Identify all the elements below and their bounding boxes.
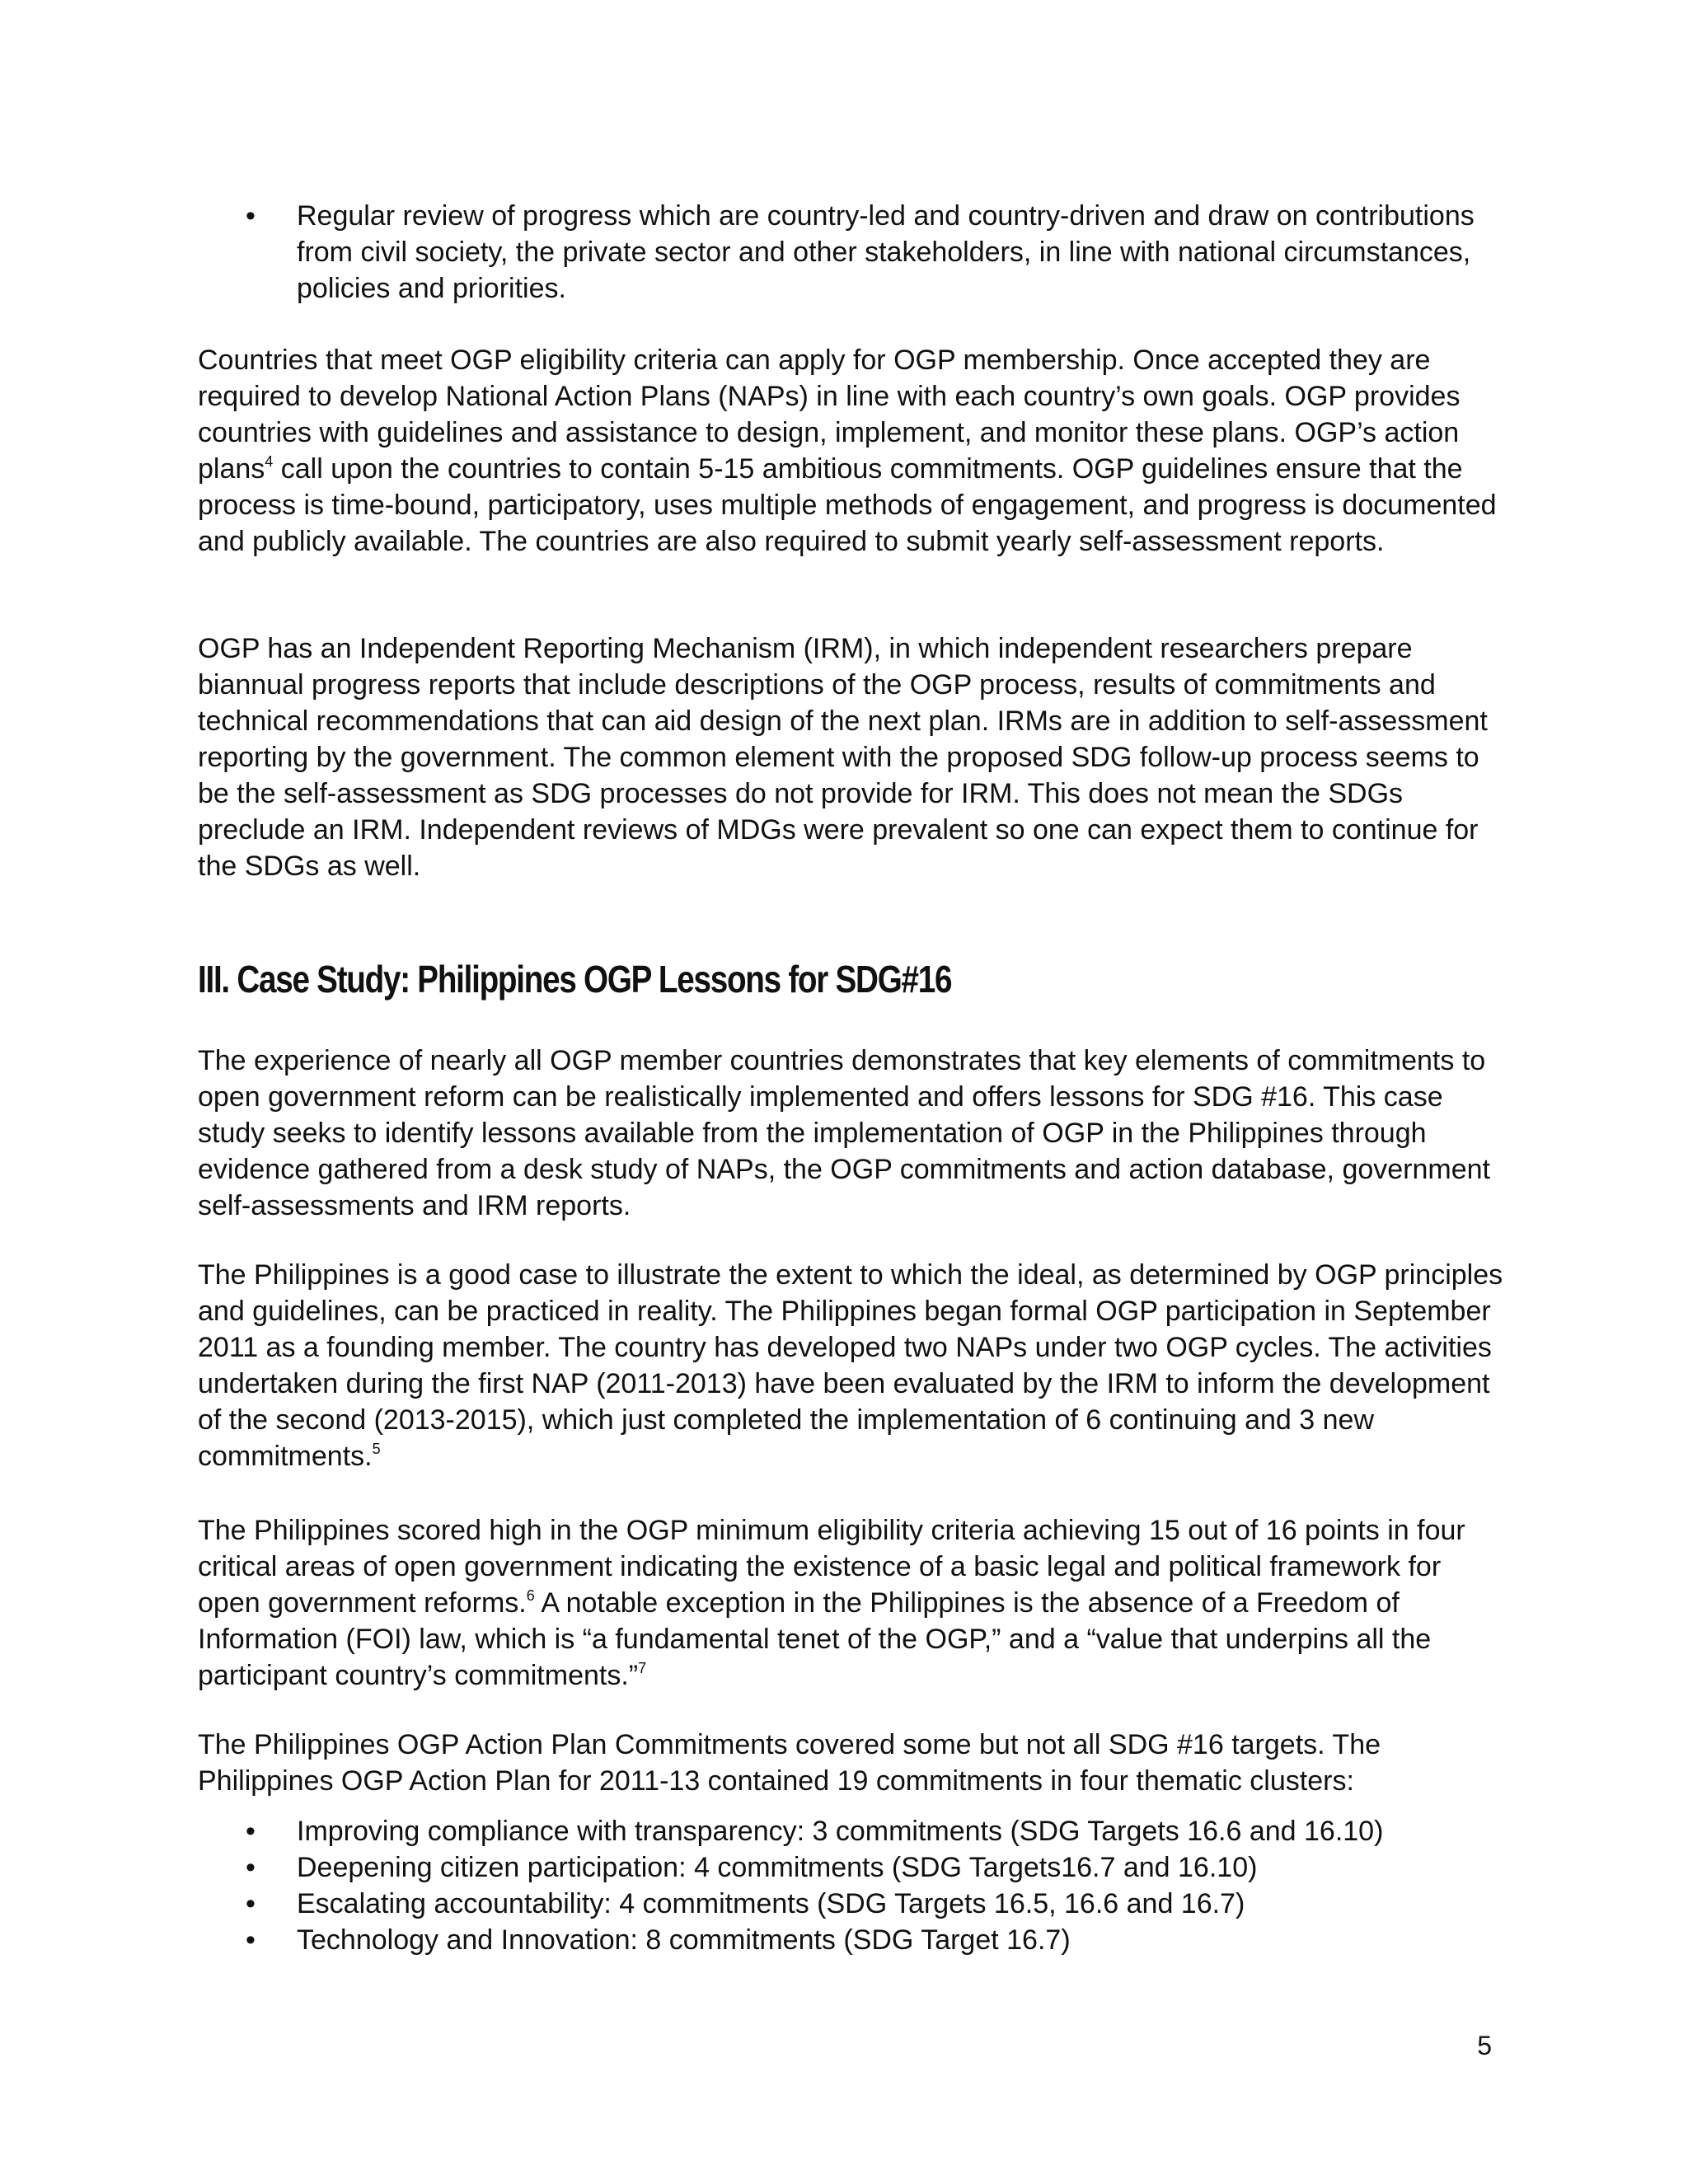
- bullet-text: Regular review of progress which are country-led and country-driven and draw on contributions from civil society, the private sector and other stakeholders, in line with national circumstances, policies and priorities.: [297, 200, 1475, 304]
- bullet-icon: •: [246, 200, 256, 232]
- paragraph-irm: OGP has an Independent Reporting Mechanism (IRM), in which independent researchers prepare biannual progress reports that include descriptions of the OGP process, results of commitments and technical recommendations that can aid design of the next plan. IRMs are in addition to self-assessment reporting by the government. The common element with the proposed SDG follow-up process seems to be the self-assessment as SDG processes do not provide for IRM. This does not mean the SDGs preclude an IRM. Independent reviews of MDGs were prevalent so one can expect them to continue for the SDGs as well.: [198, 633, 1488, 882]
- bullet-icon: •: [246, 1852, 256, 1883]
- paragraph-action-plan: The Philippines OGP Action Plan Commitments covered some but not all SDG #16 targets. The Philippines OGP Action Plan for 2011-13 contained 19 commitments in four thematic clusters:: [198, 1729, 1381, 1797]
- paragraph-text: A notable exception in the Philippines is the absence of a Freedom of Information (FOI) law, which is “a fundamental tenet of the OGP,” and a “value that underpins all the participant country’s commitments.”: [198, 1587, 1432, 1691]
- bullet-text: Technology and Innovation: 8 commitments (SDG Target 16.7): [297, 1924, 1071, 1956]
- paragraph-text: call upon the countries to contain 5-15 ambitious commitments. OGP guidelines ensure that the process is time-bound, participatory, uses multiple methods of engagement, and progress is documented and publicly available. The countries are also required to submit yearly self-assessment reports.: [198, 453, 1497, 557]
- bullet-text: Deepening citizen participation: 4 commitments (SDG Targets16.7 and 16.10): [297, 1852, 1258, 1883]
- footnote-ref: 4: [265, 452, 274, 470]
- list-item: [198, 198, 1517, 307]
- bullet-text: Escalating accountability: 4 commitments (SDG Targets 16.5, 16.6 and 16.7): [297, 1888, 1245, 1919]
- list-item: [198, 1922, 1517, 1958]
- paragraph-text: Countries that meet OGP eligibility criteria can apply for OGP membership. Once accepted they are required to develop National Action Plans (NAPs) in line with each country’s own goals. OGP provides countries with guidelines and assistance to design, implement, and monitor these plans. OGP’s action plans: [198, 344, 1461, 485]
- section-heading: III. Case Study: Philippines OGP Lessons for SDG#16: [198, 958, 952, 1001]
- bullet-icon: •: [246, 1888, 256, 1919]
- list-item: [198, 1886, 1517, 1922]
- top-bullet-list: [198, 198, 1517, 307]
- cluster-bullet-list: [198, 1813, 1517, 1958]
- list-item: [198, 1813, 1517, 1849]
- paragraph-case-study-intro: The experience of nearly all OGP member countries demonstrates that key elements of commitments to open government reform can be realistically implemented and offers lessons for SDG #16. This case study seeks to identify lessons available from the implementation of OGP in the Philippines through evidence gathered from a desk study of NAPs, the OGP commitments and action database, government self-assessments and IRM reports.: [198, 1045, 1490, 1221]
- paragraph-text: The Philippines scored high in the OGP minimum eligibility criteria achieving 15 out of 16 points in four critical areas of open government indicating the existence of a basic legal and political framework for open government reforms.: [198, 1515, 1465, 1619]
- bullet-icon: •: [246, 1816, 256, 1847]
- bullet-icon: •: [246, 1924, 256, 1956]
- page-number: 5: [1477, 2031, 1492, 2060]
- list-item: [198, 1849, 1517, 1886]
- bullet-text: Improving compliance with transparency: 3 commitments (SDG Targets 16.6 and 16.10): [297, 1816, 1384, 1847]
- paragraph-text: The Philippines is a good case to illustrate the extent to which the ideal, as determined by OGP principles and guidelines, can be practiced in reality. The Philippines began formal OGP participation in September 2011 as a founding member. The country has developed two NAPs under two OGP cycles. The activities undertaken during the first NAP (2011-2013) have been evaluated by the IRM to inform the development of the second (2013-2015), which just completed the implementation of 6 continuing and 3 new commitments.: [198, 1259, 1503, 1472]
- paragraph-eligibility: [198, 1512, 1508, 1694]
- footnote-ref: 5: [372, 1440, 381, 1457]
- paragraph-philippines-participation: [198, 1257, 1508, 1474]
- footnote-ref: 7: [638, 1659, 647, 1676]
- footnote-ref: 6: [526, 1586, 535, 1604]
- paragraph-ogp-membership: [198, 342, 1508, 560]
